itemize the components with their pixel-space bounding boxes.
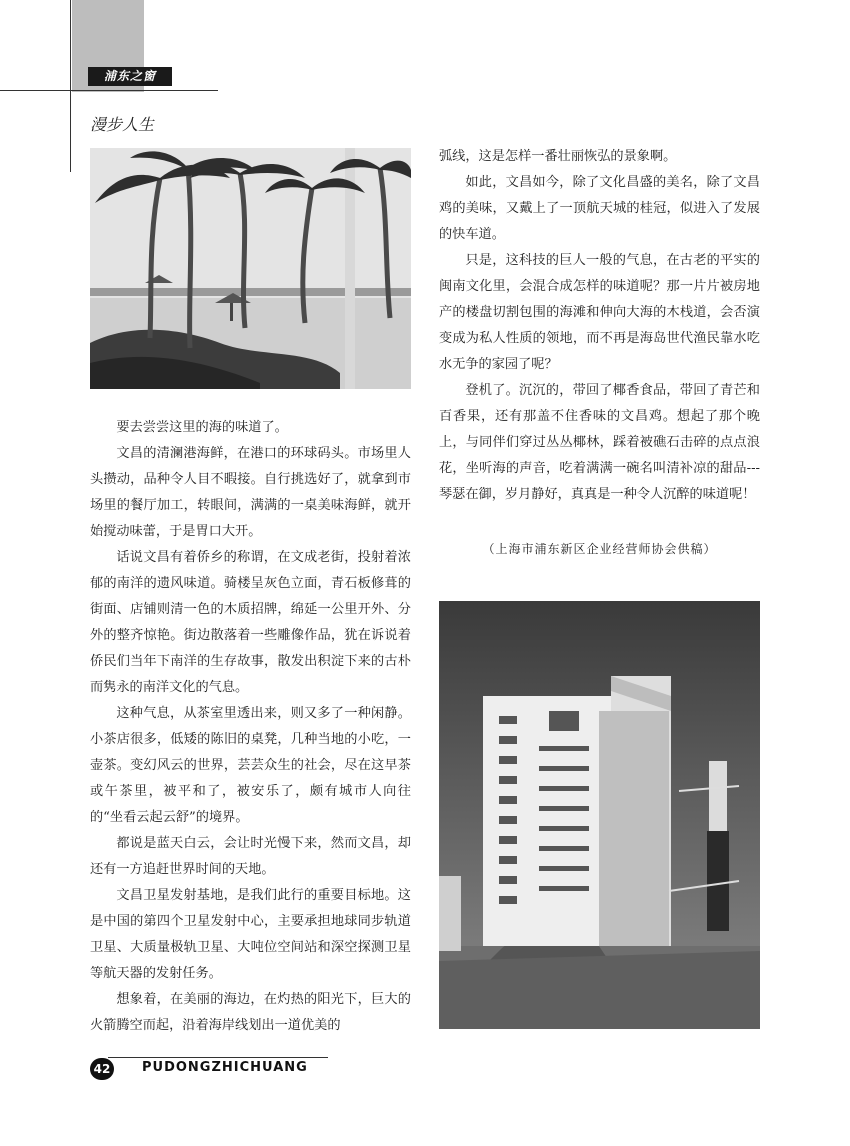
paragraph: 登机了。沉沉的，带回了椰香食品，带回了青芒和百香果，还有那盖不住香味的文昌鸡。想起了那个晚上，与同伴们穿过丛丛椰林，踩着被礁石击碎的点点浪花，坐听海的声音，吃着满满一碗名叫清补凉的甜品---琴瑟在御，岁月静好，真真是一种令人沉醉的味道呢！ xyxy=(439,383,760,502)
paragraph: 弧线，这是怎样一番壮丽恢弘的景象啊。 xyxy=(439,149,677,164)
article-left-column xyxy=(90,415,411,1039)
paragraph: 这种气息，从茶室里透出来，则又多了一种闲静。小茶店很多，低矮的陈旧的桌凳，几种当地的小吃，一壶茶。变幻风云的世界，芸芸众生的社会，尽在这早茶或午茶里，被平和了，被安乐了，颇有城市人向往的“坐看云起云舒”的境界。 xyxy=(90,706,411,825)
beach-palm-photo xyxy=(90,148,411,389)
article-credit: （上海市浦东新区企业经营师协会供稿） xyxy=(482,542,717,556)
header-horizontal-rule xyxy=(0,90,218,91)
header-vertical-rule xyxy=(70,0,71,172)
paragraph: 想象着，在美丽的海边，在灼热的阳光下，巨大的火箭腾空而起，沿着海岸线划出一道优美的 xyxy=(90,992,411,1033)
footer-rule xyxy=(108,1057,328,1058)
magazine-name: PUDONGZHICHUANG xyxy=(142,1060,308,1075)
section-title: 漫步人生 xyxy=(90,115,155,134)
paragraph: 都说是蓝天白云，会让时光慢下来，然而文昌，却还有一方追赶世界时间的天地。 xyxy=(90,836,411,877)
paragraph: 文昌卫星发射基地，是我们此行的重要目标地。这是中国的第四个卫星发射中心，主要承担地球同步轨道卫星、大质量极轨卫星、大吨位空间站和深空探测卫星等航天器的发射任务。 xyxy=(90,888,411,981)
page-number: 42 xyxy=(90,1058,114,1080)
article-right-column xyxy=(439,144,760,508)
paragraph: 只是，这科技的巨人一般的气息，在古老的平实的闽南文化里，会混合成怎样的味道呢？那一片片被房地产的楼盘切割包围的海滩和伸向大海的木栈道，会否演变成为私人性质的领地，而不再是海岛世代渔民靠水吃水无争的家园了呢？ xyxy=(439,253,760,372)
paragraph: 话说文昌有着侨乡的称谓，在文成老街，投射着浓郁的南洋的遗风味道。骑楼呈灰色立面，青石板修葺的街面、店铺则清一色的木质招牌，绵延一公里开外、分外的整齐惊艳。街边散落着一些雕像作品，犹在诉说着侨民们当年下南洋的生存故事，散发出积淀下来的古朴而隽永的南洋文化的气息。 xyxy=(90,550,411,695)
paragraph: 文昌的清澜港海鲜，在港口的环球码头。市场里人头攒动，品种令人目不暇接。自行挑选好了，就拿到市场里的餐厅加工，转眼间，满满的一桌美味海鲜，就开始搅动味蕾，于是胃口大开。 xyxy=(90,446,411,539)
launch-tower-photo xyxy=(439,601,760,1029)
paragraph: 要去尝尝这里的海的味道了。 xyxy=(116,420,288,435)
paragraph: 如此，文昌如今，除了文化昌盛的美名，除了文昌鸡的美味，又戴上了一顶航天城的桂冠，似进入了发展的快车道。 xyxy=(439,175,760,242)
masthead-logo: 浦东之窗 xyxy=(88,67,172,86)
